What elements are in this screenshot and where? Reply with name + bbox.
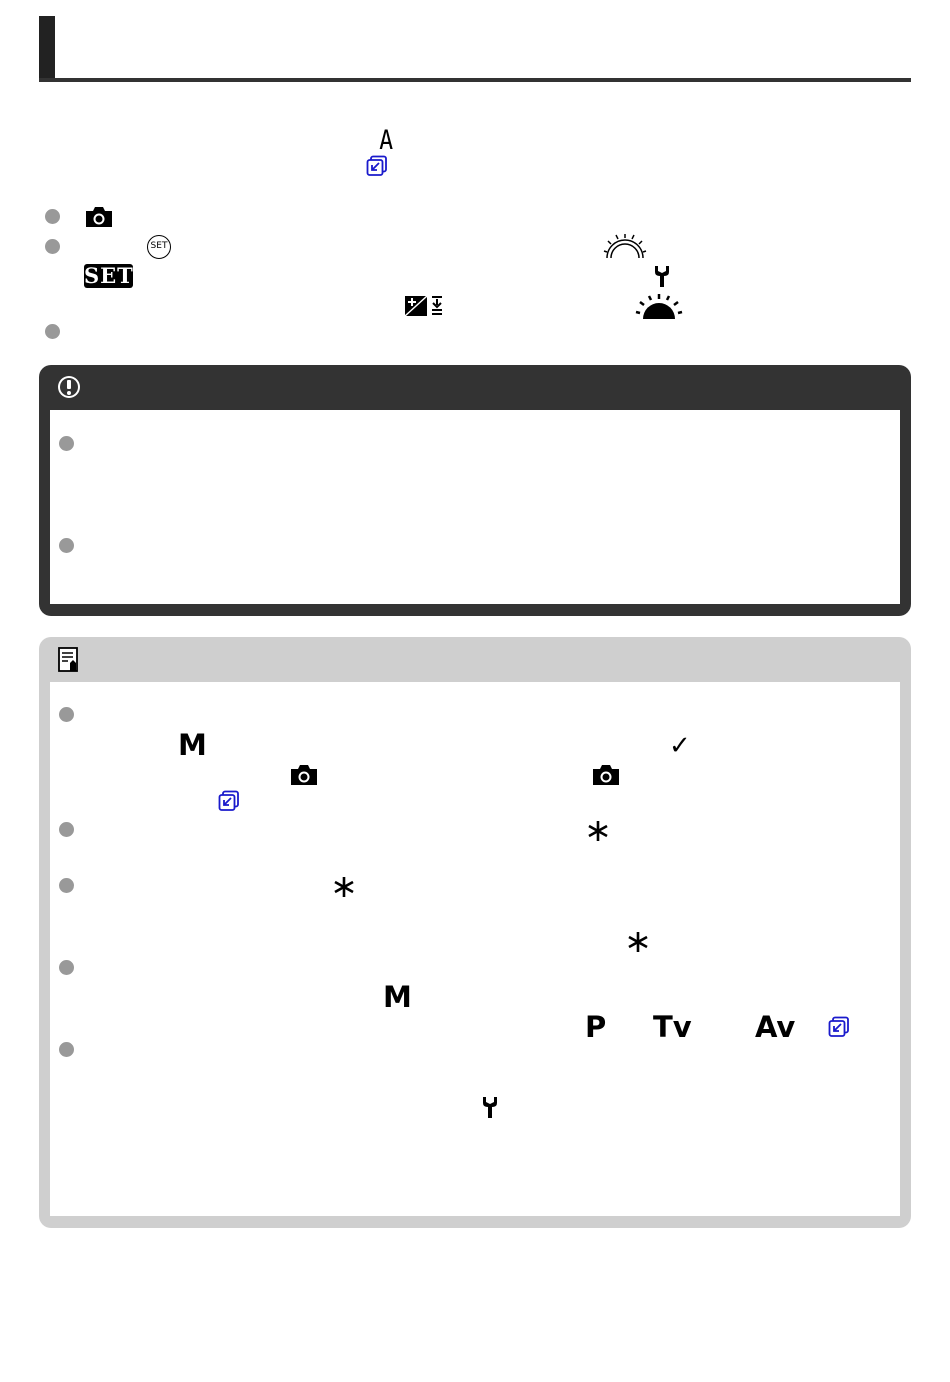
mode-a-icon: A [379,125,394,156]
title-marker-bar [39,16,55,80]
page-link-icon[interactable] [366,155,388,177]
bullet [59,538,74,553]
set-dial-icon: SET [147,235,171,259]
wrench-icon [480,1095,500,1119]
ae-lock-icon [332,875,356,899]
page-link-icon[interactable] [828,1016,850,1038]
exposure-comp-bracketing-icon [404,294,448,318]
title-underline [39,78,911,82]
mode-p-icon: P [585,1010,607,1044]
mode-m-icon: M [178,728,207,762]
caution-body [50,410,900,604]
bullet [59,707,74,722]
bullet [59,822,74,837]
bullet [59,878,74,893]
wrench-icon [652,264,672,288]
camera-icon [591,763,621,787]
note-panel [39,637,911,1228]
camera-icon [289,763,319,787]
caution-icon [56,374,82,400]
set-button-icon: SET [84,263,134,288]
bullet [59,436,74,451]
check-icon: ✓ [669,731,691,761]
ae-lock-icon [626,930,650,954]
bullet [45,324,60,339]
note-body [50,682,900,1216]
mode-tv-icon: Tv [653,1010,692,1044]
main-dial-icon [635,293,683,321]
bullet [45,239,60,254]
mode-m-icon: M [383,980,412,1014]
bullet [59,960,74,975]
bullet [45,209,60,224]
ae-lock-icon [586,819,610,843]
caution-panel [39,365,911,616]
note-icon [58,647,80,673]
camera-icon [84,205,114,229]
page-link-icon[interactable] [218,790,240,812]
mode-av-icon: Av [755,1010,796,1044]
quick-control-dial-outline-icon [603,232,647,260]
bullet [59,1042,74,1057]
